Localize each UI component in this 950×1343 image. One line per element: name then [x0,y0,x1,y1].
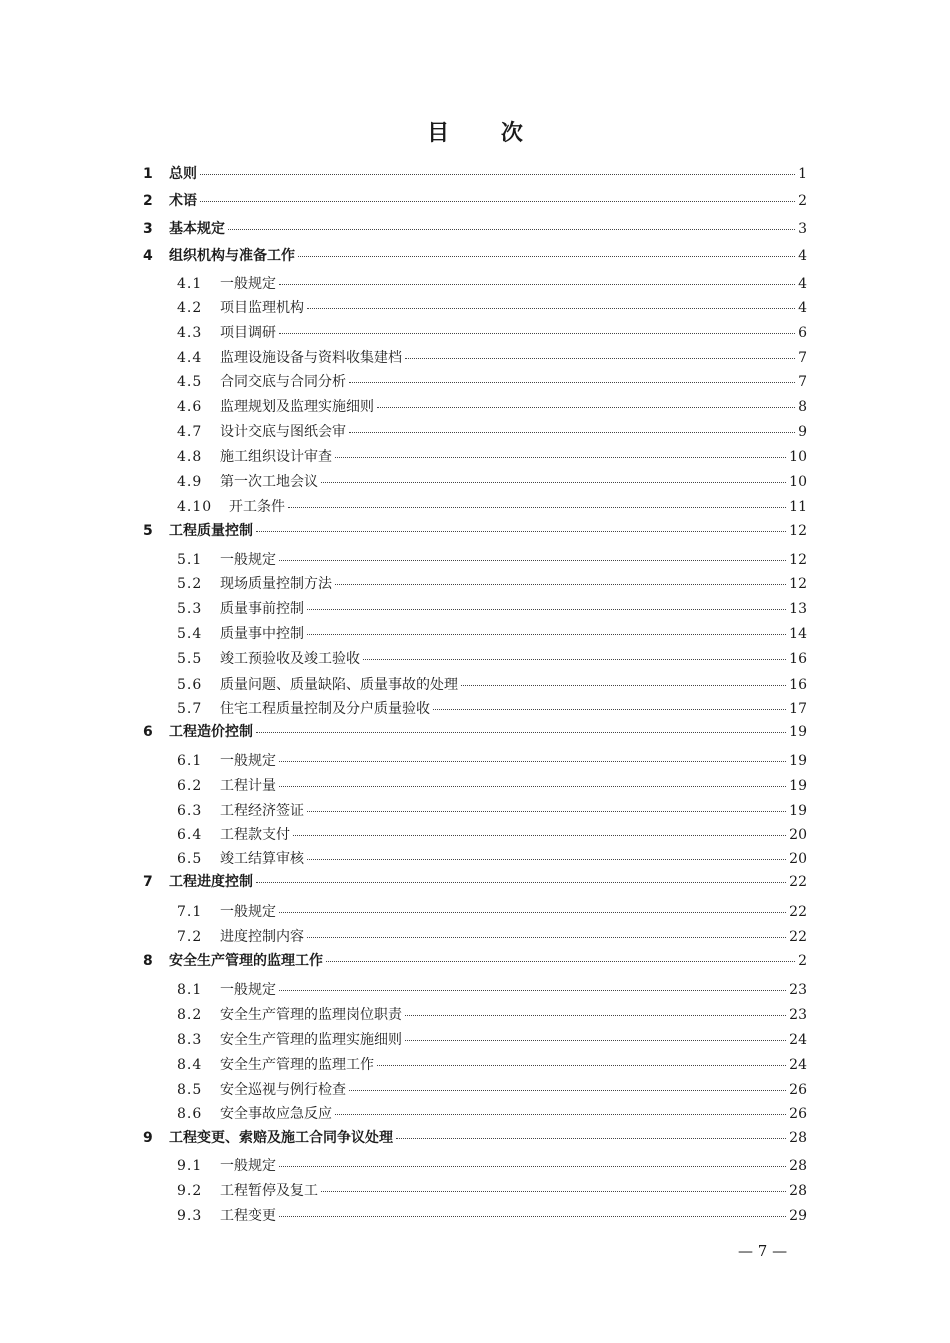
toc-label: 安全生产管理的监理工作 [169,953,323,969]
toc-label: 基本规定 [169,221,225,237]
toc-page: 23 [789,982,807,998]
toc-number: 5.7 [177,701,203,717]
toc-page: 4 [798,276,807,292]
toc-section[interactable] [177,346,807,370]
toc-number: 7 [143,874,153,890]
toc-section[interactable] [177,1028,807,1052]
toc-number: 2 [143,193,153,209]
toc-number: 8.4 [177,1057,203,1073]
toc-number: 8.3 [177,1032,203,1048]
toc-page: 26 [789,1106,807,1122]
toc-number: 6 [143,724,153,740]
toc-label: 工程造价控制 [169,724,253,740]
toc-section[interactable] [177,597,807,621]
toc-page: 16 [789,651,807,667]
toc-number: 4.6 [177,399,203,415]
toc-number: 6.5 [177,851,203,867]
page-number: — 7 — [738,1242,788,1260]
toc-page: 12 [789,523,807,539]
toc-leader [461,684,786,686]
toc-leader [335,583,786,585]
toc-number: 7.1 [177,904,203,920]
toc-number: 5 [143,523,153,539]
toc-number: 5.1 [177,552,203,568]
toc-page: 1 [798,166,807,182]
toc-page: 16 [789,677,807,693]
toc-page: 20 [789,827,807,843]
toc-leader [200,200,795,202]
toc-label: 合同交底与合同分析 [220,374,346,390]
toc-label: 安全生产管理的监理岗位职责 [220,1007,402,1023]
toc-label: 工程款支付 [220,827,290,843]
toc-chapter[interactable] [143,949,807,973]
toc-number: 4.10 [177,499,213,515]
toc-label: 监理设施设备与资料收集建档 [220,350,402,366]
toc-section[interactable] [177,272,807,296]
toc-page: 13 [789,601,807,617]
toc-label: 一般规定 [220,1158,276,1174]
toc-page: 28 [789,1130,807,1146]
toc-label: 项目监理机构 [220,300,304,316]
toc-page: 19 [789,803,807,819]
toc-section[interactable] [177,774,807,798]
toc-leader [363,658,786,660]
toc-section[interactable] [177,1003,807,1027]
toc-leader [279,559,786,561]
toc-number: 4.8 [177,449,203,465]
toc-label: 术语 [169,193,197,209]
toc-page: 29 [789,1208,807,1224]
toc-label: 安全生产管理的监理实施细则 [220,1032,402,1048]
toc-label: 项目调研 [220,325,276,341]
toc-page: 19 [789,778,807,794]
toc-section[interactable] [177,1078,807,1102]
toc-label: 住宅工程质量控制及分户质量验收 [220,701,430,717]
toc-section[interactable] [177,370,807,394]
toc-page: 23 [789,1007,807,1023]
toc-page: 12 [789,576,807,592]
toc-leader [298,255,795,257]
toc-section[interactable] [177,847,807,871]
toc-leader [307,936,786,938]
toc-number: 4.2 [177,300,203,316]
toc-page: 7 [798,374,807,390]
toc-page: 24 [789,1032,807,1048]
toc-number: 6.1 [177,753,203,769]
toc-leader [349,381,795,383]
toc-label: 安全事故应急反应 [220,1106,332,1122]
toc-number: 4.4 [177,350,203,366]
toc-number: 1 [143,166,153,182]
toc-label: 进度控制内容 [220,929,304,945]
toc-chapter[interactable] [143,217,807,241]
toc-leader [377,1064,786,1066]
toc-number: 9.1 [177,1158,203,1174]
toc-leader [256,731,786,733]
toc-label: 工程暂停及复工 [220,1183,318,1199]
toc-leader [279,989,786,991]
toc-leader [228,228,795,230]
toc-chapter[interactable] [143,189,807,213]
toc-label: 现场质量控制方法 [220,576,332,592]
toc-number: 5.6 [177,677,203,693]
toc-page: 17 [789,701,807,717]
toc-section[interactable] [177,1154,807,1178]
toc-page: 3 [798,221,807,237]
toc-page: 22 [789,904,807,920]
toc-leader [377,406,795,408]
toc-section[interactable] [177,673,807,697]
toc-number: 4 [143,248,153,264]
toc-section[interactable] [177,445,807,469]
toc-label: 一般规定 [220,753,276,769]
toc-section[interactable] [177,495,807,519]
toc-leader [307,608,786,610]
toc-page: 11 [789,499,807,515]
toc-leader [335,1113,786,1115]
toc-page: 28 [789,1183,807,1199]
toc-page: 9 [798,424,807,440]
toc-page: 4 [798,300,807,316]
toc-section[interactable] [177,697,807,721]
toc-leader [307,307,795,309]
toc-section[interactable] [177,1179,807,1203]
toc-label: 工程进度控制 [169,874,253,890]
toc-chapter[interactable] [143,720,807,744]
toc-label: 工程经济签证 [220,803,304,819]
toc-label: 工程质量控制 [169,523,253,539]
toc-number: 4.9 [177,474,203,490]
toc-label: 总则 [169,166,197,182]
toc-label: 一般规定 [220,276,276,292]
toc-section[interactable] [177,395,807,419]
toc-label: 监理规划及监理实施细则 [220,399,374,415]
toc-leader [405,1014,786,1016]
toc-section[interactable] [177,572,807,596]
toc-number: 5.2 [177,576,203,592]
toc-label: 竣工结算审核 [220,851,304,867]
toc-chapter[interactable] [143,244,807,268]
toc-number: 8.2 [177,1007,203,1023]
toc-label: 施工组织设计审查 [220,449,332,465]
toc-leader [256,881,786,883]
toc-section[interactable] [177,925,807,949]
toc-label: 一般规定 [220,552,276,568]
toc-number: 3 [143,221,153,237]
toc-number: 4.7 [177,424,203,440]
toc-number: 5.3 [177,601,203,617]
toc-label: 设计交底与图纸会审 [220,424,346,440]
toc-label: 第一次工地会议 [220,474,318,490]
toc-leader [321,1190,786,1192]
toc-leader [307,858,786,860]
toc-section[interactable] [177,548,807,572]
toc-section[interactable] [177,823,807,847]
toc-leader [307,810,786,812]
toc-leader [335,456,786,458]
toc-page: 2 [798,193,807,209]
toc-number: 8.1 [177,982,203,998]
toc-leader [279,911,786,913]
toc-page: 20 [789,851,807,867]
toc-number: 6.3 [177,803,203,819]
toc-number: 4.1 [177,276,203,292]
toc-label: 安全生产管理的监理工作 [220,1057,374,1073]
toc-leader [405,1039,786,1041]
toc-label: 质量问题、质量缺陷、质量事故的处理 [220,677,458,693]
toc-page: 19 [789,724,807,740]
toc-page: 10 [789,474,807,490]
toc-label: 工程变更、索赔及施工合同争议处理 [169,1130,393,1146]
toc-leader [349,1089,786,1091]
toc-number: 4.5 [177,374,203,390]
toc-page: 28 [789,1158,807,1174]
toc-leader [200,173,795,175]
toc-page: 6 [798,325,807,341]
toc-section[interactable] [177,799,807,823]
toc-number: 4.3 [177,325,203,341]
toc-number: 8.5 [177,1082,203,1098]
toc-leader [326,960,795,962]
toc-leader [349,431,795,433]
toc-section[interactable] [177,1053,807,1077]
toc-leader [279,283,795,285]
toc-section[interactable] [177,978,807,1002]
toc-section[interactable] [177,420,807,444]
toc-label: 一般规定 [220,904,276,920]
toc-number: 8 [143,953,153,969]
toc-leader [288,506,786,508]
toc-page: 24 [789,1057,807,1073]
toc-page: 4 [798,248,807,264]
toc-page: 22 [789,929,807,945]
toc-page: 26 [789,1082,807,1098]
toc-leader [279,332,795,334]
toc-chapter[interactable] [143,1126,807,1150]
page-title: 目 次 [427,121,545,146]
toc-section[interactable] [177,900,807,924]
toc-section[interactable] [177,749,807,773]
toc-number: 6.2 [177,778,203,794]
toc-number: 9.2 [177,1183,203,1199]
toc-number: 5.5 [177,651,203,667]
toc-number: 9.3 [177,1208,203,1224]
toc-section[interactable] [177,647,807,671]
toc-chapter[interactable] [143,870,807,894]
toc-page: 2 [798,953,807,969]
toc-page: 14 [789,626,807,642]
toc-section[interactable] [177,470,807,494]
toc-chapter[interactable] [143,162,807,186]
toc-leader [279,760,786,762]
toc-leader [279,1165,786,1167]
toc-page: 19 [789,753,807,769]
toc-number: 7.2 [177,929,203,945]
toc-label: 一般规定 [220,982,276,998]
toc-section[interactable] [177,622,807,646]
toc-label: 质量事中控制 [220,626,304,642]
toc-page: 8 [798,399,807,415]
toc-label: 质量事前控制 [220,601,304,617]
toc-label: 竣工预验收及竣工验收 [220,651,360,667]
toc-page: 10 [789,449,807,465]
toc-leader [405,357,795,359]
toc-leader [321,481,786,483]
toc-label: 安全巡视与例行检查 [220,1082,346,1098]
toc-page: 12 [789,552,807,568]
toc-leader [433,708,786,710]
toc-number: 6.4 [177,827,203,843]
toc-leader [396,1137,786,1139]
toc-section[interactable] [177,1102,807,1126]
toc-leader [293,834,786,836]
toc-section[interactable] [177,321,807,345]
toc-label: 工程计量 [220,778,276,794]
toc-chapter[interactable] [143,519,807,543]
toc-page: 22 [789,874,807,890]
toc-label: 开工条件 [229,499,285,515]
toc-number: 9 [143,1130,153,1146]
toc-page: 7 [798,350,807,366]
toc-section[interactable] [177,1204,807,1228]
toc-leader [279,1215,786,1217]
toc-section[interactable] [177,296,807,320]
toc-leader [256,530,786,532]
toc-number: 5.4 [177,626,203,642]
toc-leader [307,633,786,635]
toc-number: 8.6 [177,1106,203,1122]
toc-label: 工程变更 [220,1208,276,1224]
toc-label: 组织机构与准备工作 [169,248,295,264]
toc-leader [279,785,786,787]
